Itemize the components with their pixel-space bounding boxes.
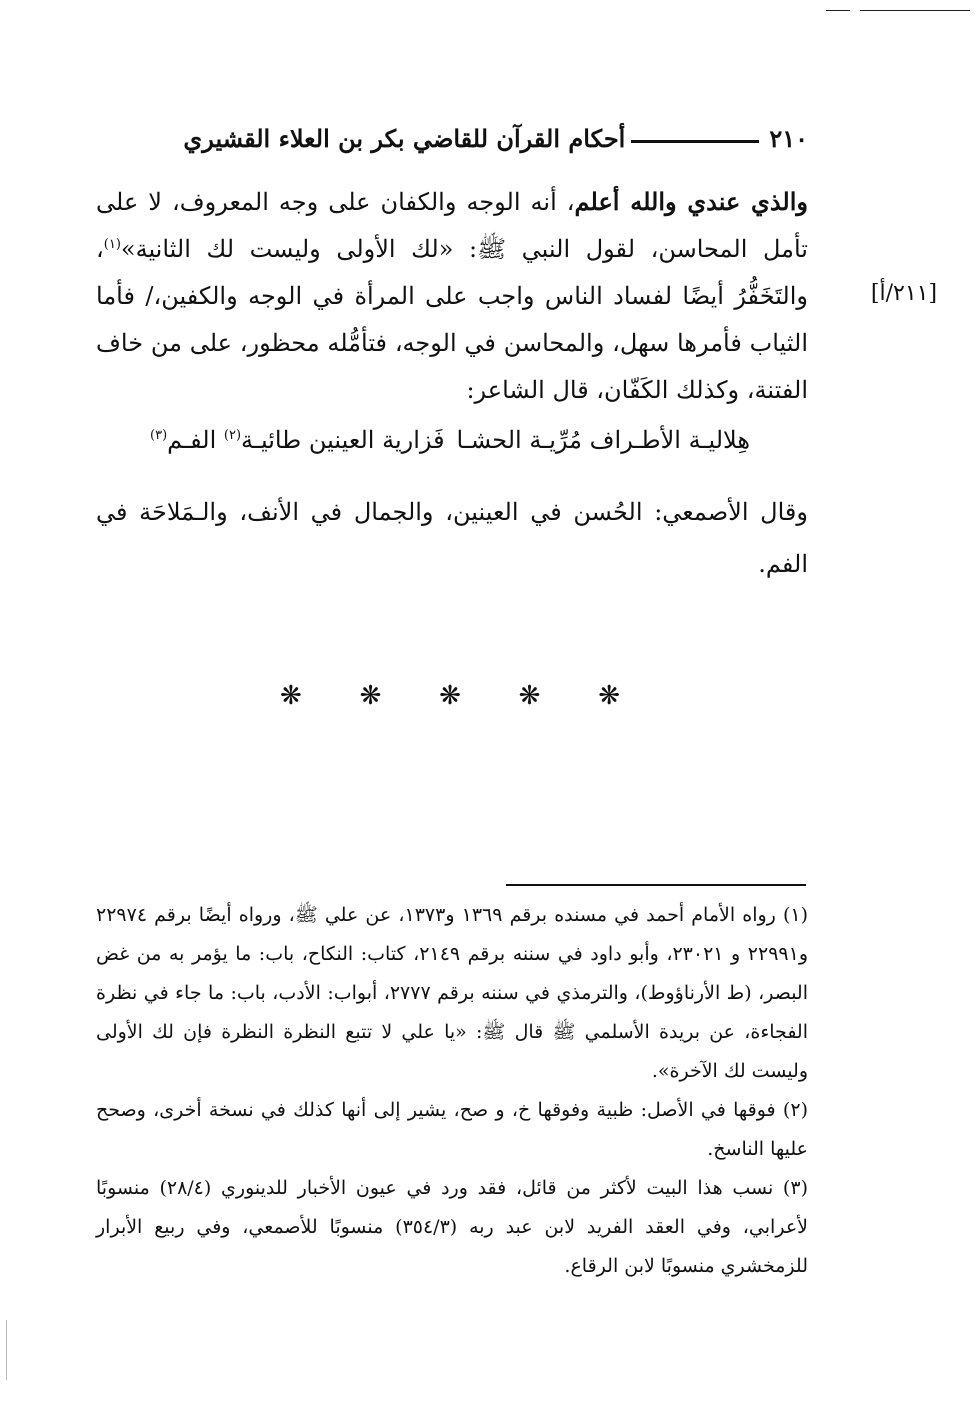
bold-lead: والذي عندي والله أعلم bbox=[574, 187, 808, 216]
text-run: فَزارية العينين طائيـة bbox=[241, 426, 445, 454]
section-ornaments bbox=[280, 676, 620, 716]
footnote-2: (٢) فوقها في الأصل: ظبية وفوقها خ، و صح، يشير إلى أنها كذلك في نسخة أخرى، وصحح عليها الناسخ. bbox=[96, 1099, 808, 1160]
scan-edge-mark bbox=[6, 1320, 7, 1380]
page-header bbox=[96, 112, 808, 164]
footnote-ref-2[interactable]: (٢) bbox=[223, 428, 242, 443]
verse-first-hemistich: هِلاليـة الأطـراف مُرِّيـة الحشـا bbox=[456, 426, 750, 454]
text-run: الفـم bbox=[167, 426, 224, 454]
text-run: ، أنه الوجه والكفان على وجه المعروف، لا على تأمل المحاسن، لقول النبي ﷺ: «لك الأولى وليست لك الثانية» bbox=[96, 188, 808, 263]
ornament-icon: ❋ bbox=[598, 681, 620, 711]
poetry-verse bbox=[150, 420, 750, 460]
footnote-ref-1[interactable]: (١) bbox=[103, 237, 121, 252]
main-text bbox=[96, 178, 808, 414]
manuscript-folio-note: [٢١١/أ] bbox=[870, 281, 938, 306]
ornament-icon: ❋ bbox=[280, 681, 302, 711]
header-rule bbox=[631, 140, 759, 143]
scan-edge-mark bbox=[826, 10, 850, 11]
scan-edge-mark bbox=[860, 10, 970, 11]
text-run: ، والتَخَفُّرُ أيضًا لفساد الناس واجب على المرأة في الوجه والكفين،/ فأما الثياب فأمرها سهل، والمحاسن في الوجه، فتأمُّله محظور، على من خاف الفتنة، وكذلك الكَفّان، قال الشاعر: bbox=[96, 235, 808, 404]
ornament-icon: ❋ bbox=[518, 681, 541, 711]
footnote-separator bbox=[506, 884, 806, 886]
ornament-icon: ❋ bbox=[359, 681, 382, 711]
footnotes bbox=[96, 896, 808, 1286]
running-title: أحكام القرآن للقاضي بكر بن العلاء القشيري bbox=[183, 123, 626, 153]
verse-second-hemistich bbox=[150, 420, 445, 460]
footnote-ref-3[interactable]: (٣) bbox=[150, 428, 168, 443]
footnote-1: (١) رواه الأمام أحمد في مسنده برقم ١٣٦٩ و١٣٧٣، عن علي ﷺ، ورواه أيضًا برقم ٢٢٩٧٤ و٢٢٩٩١ و ٢٣٠٢١، وأبو داود في سننه برقم ٢١٤٩، كتاب: النكاح، باب: ما يؤمر به من غض البصر، (ط الأرناؤوط)، والترمذي في سننه برقم ٢٧٧٧، أبواب: الأدب، باب: ما جاء في نظرة الفجاءة، عن بريدة الأسلمي ﷺ قال ﷺ: «يا علي لا تتبع النظرة النظرة فإن لك الأولى وليست لك الآخرة». bbox=[96, 904, 808, 1082]
ornament-icon: ❋ bbox=[439, 681, 461, 711]
main-text-continued bbox=[96, 486, 808, 590]
paragraph-2: وقال الأصمعي: الحُسن في العينين، والجمال في الأنف، والـمَلاحَة في الفم. bbox=[96, 498, 808, 578]
paragraph-1 bbox=[96, 178, 808, 414]
footnote-3: (٣) نسب هذا البيت لأكثر من قائل، فقد ورد في عيون الأخبار للدينوري (٢٨/٤) منسوبًا لأعرابي، وفي العقد الفريد لابن عبد ربه (٣٥٤/٣) منسوبًا للأصمعي، وفي ربيع الأبرار للزمخشري منسوبًا لابن الرقاع. bbox=[96, 1177, 808, 1277]
page-number: ٢١٠ bbox=[769, 123, 808, 153]
